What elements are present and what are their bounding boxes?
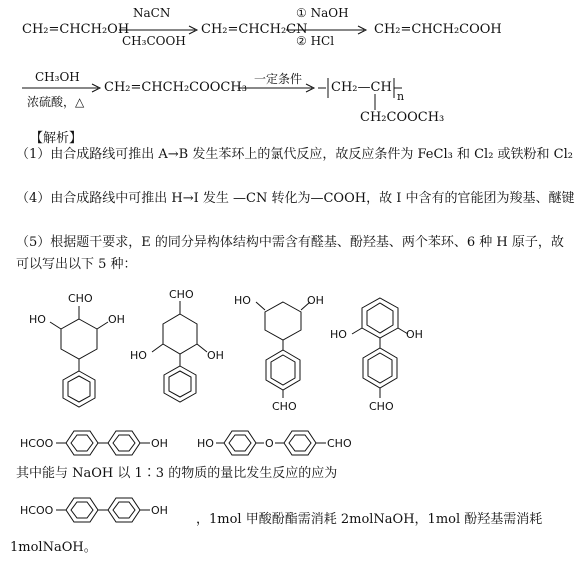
step-hcl: ② HCl [296,34,335,48]
acid-product: CH₂=CHCH₂COOH [374,22,502,37]
oh-label: OH [151,504,168,517]
cho-label: CHO [272,400,297,413]
polymer-side-chain: CH₂COOCH₃ [360,110,445,125]
oh-label: OH [406,328,423,341]
oh-label: OH [207,349,224,362]
ho-label: HO [29,313,46,326]
condition-label: 一定条件 [254,72,303,86]
ho-label: HO [197,437,214,450]
conclusion-line-1: 其中能与 NaOH 以 1∶3 的物质的量比发生反应的应为 [16,466,338,481]
hcoo-label: HCOO [20,437,54,450]
analysis-part-1: （1）由合成路线可推出 A→B 发生苯环上的氯代反应，故反应条件为 FeCl₃ 和 Cl₂ 或铁粉和 Cl₂ [16,147,573,162]
cho-label: CHO [68,292,93,305]
polymer-chain: CH₂—CH [331,80,392,95]
ether-o-label: O [265,437,274,450]
reaction-arrow-1 [117,0,201,60]
analysis-part-4: （4）由合成路线中可推出 H→I 发生 —CN 转化为—COOH，故 I 中含有的官能团为羧基、醚键 [16,191,575,206]
oh-label: OH [307,294,324,307]
answer-structure [0,492,210,528]
ho-label: HO [130,349,147,362]
reaction-arrow-2 [284,0,368,60]
hcoo-label: HCOO [20,504,54,517]
reagent-sulfuric-acid: 浓硫酸，△ [27,95,85,109]
ho-label: HO [234,294,251,307]
cho-label: CHO [169,288,194,301]
conclusion-line-3: 1molNaOH。 [10,540,97,555]
ester-product: CH₂=CHCH₂COOCH₃ [104,80,247,95]
isomer-structures-row [0,286,579,416]
cho-label: CHO [327,437,352,450]
cho-label: CHO [369,400,394,413]
oh-label: OH [151,437,168,450]
reagent-acetic-acid: CH₃COOH [122,34,186,48]
reaction-arrow-4 [236,70,320,100]
polymer-subscript: n [397,90,405,103]
isomer-structure-3 [234,294,324,413]
isomer-structure-4 [330,298,423,413]
isomer-structure-2 [130,288,224,402]
oh-label: OH [108,313,125,326]
analysis-part-5: （5）根据题干要求，E 的同分异构体结构中需含有醛基、酚羟基、两个苯环、6 种 H 原子，故可以写出以下 5 种： [16,235,564,272]
ho-label: HO [330,328,347,341]
isomer-structure-1 [29,292,125,407]
reagent-methanol: CH₃OH [35,70,80,84]
isomer-structure-6 [197,431,352,455]
reagent-nacn: NaCN [133,6,171,20]
conclusion-line-2: ，1mol 甲酸酚酯需消耗 2molNaOH，1mol 酚羟基需消耗 [196,512,543,527]
isomer-structures-row-2 [0,425,579,461]
step-naoh: ① NaOH [296,6,349,20]
analysis-heading: 【解析】 [30,131,83,146]
start-material: CH₂=CHCH₂OH [22,22,130,37]
isomer-structure-5 [20,431,168,455]
nitrile-intermediate: CH₂=CHCH₂CN [201,22,308,37]
